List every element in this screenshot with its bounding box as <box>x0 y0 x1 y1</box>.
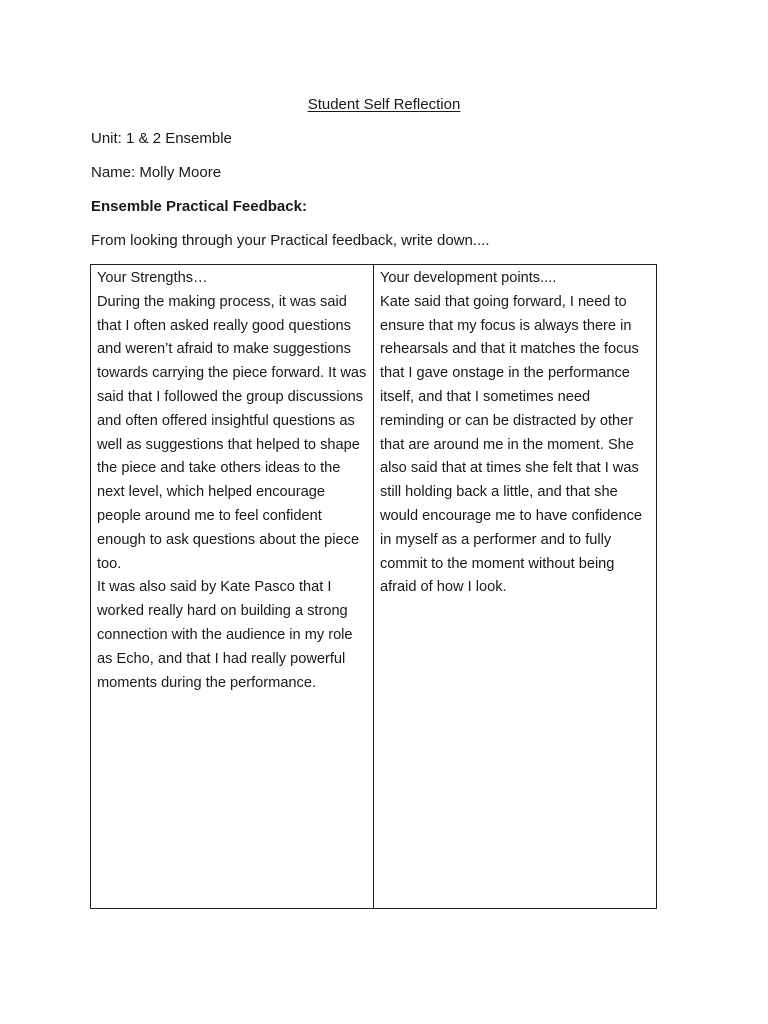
strengths-paragraph-1: During the making process, it was said that I often asked really good questions and weren’t afraid to make suggestions towards carrying the piece forward. It was said that I followed the group discussions and often offered insightful questions as well as suggestions that helped to shape the piece and take others ideas to the next level, which helped encourage people around me to feel confident enough to ask questions about the piece too. <box>97 293 367 572</box>
strengths-paragraph-2: It was also said by Kate Pasco that I worked really hard on building a strong connection with the audience in my role as Echo, and that I had really powerful moments during the performance. <box>97 579 353 691</box>
section-heading: Ensemble Practical Feedback: <box>91 198 307 215</box>
development-column <box>374 265 656 908</box>
document-title <box>0 94 768 116</box>
strengths-header: Your Strengths… <box>97 270 208 286</box>
unit-line: Unit: 1 & 2 Ensemble <box>91 130 232 147</box>
feedback-table <box>90 264 657 909</box>
strengths-column <box>91 265 374 908</box>
development-header: Your development points.... <box>380 270 557 286</box>
development-paragraph-1: Kate said that going forward, I need to ensure that my focus is always there in rehearsals and that it matches the focus that I gave onstage in the performance itself, and that I sometimes need reminding or can be distracted by other that are around me in the moment. She also said that at times she felt that I was still holding back a little, and that she would encourage me to have confidence in myself as a performer and to fully commit to the moment without being afraid of how I look. <box>380 293 643 596</box>
document-title-text: Student Self Reflection <box>307 96 461 113</box>
instruction-line: From looking through your Practical feedback, write down.... <box>91 232 490 249</box>
student-name-line: Name: Molly Moore <box>91 164 222 181</box>
